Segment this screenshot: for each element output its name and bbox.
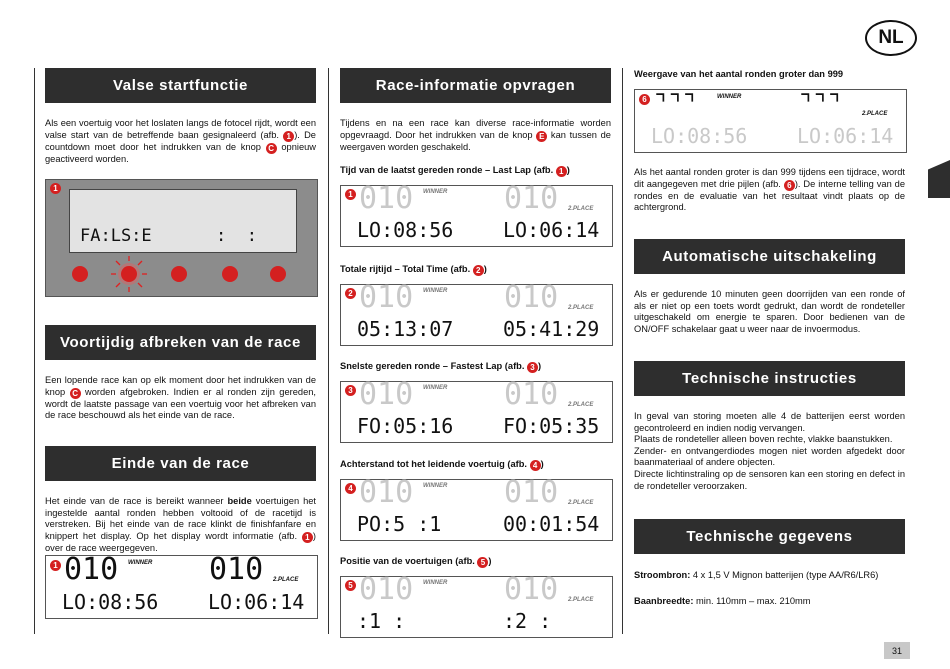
lcd-right-time: LO:06:14 (503, 218, 600, 242)
lcd-right-time: 05:41:29 (503, 317, 600, 341)
lcd-left-time: FO:05:16 (357, 414, 454, 438)
lcd-left-laps: 010 (359, 377, 414, 412)
lcd-place-label: 2.PLACE (273, 577, 299, 583)
lcd-place-label: 2.PLACE (568, 402, 594, 408)
lcd-left-time: LO:08:56 (62, 590, 159, 614)
page-number: 31 (891, 645, 902, 656)
lcd-left-laps: 010 (359, 280, 414, 315)
lcd6-caption: Weergave van het aantal ronden groter dan 999 (634, 69, 844, 79)
lcd-right-laps: 010 (504, 475, 559, 510)
race-info-caption: Totale rijtijd – Total Time (afb. 2 ) (340, 264, 487, 275)
device-button (222, 266, 238, 282)
lcd-left-time: 05:13:07 (357, 317, 454, 341)
lcd-badge: 1 (50, 560, 61, 571)
column-rule (622, 68, 623, 634)
device-button (270, 266, 286, 282)
lcd-winner-label: WINNER (717, 94, 742, 100)
section-heading-race-info: Race-informatie opvragen (340, 68, 611, 103)
lcd-winner-label: WINNER (128, 560, 153, 566)
lcd-badge: 5 (345, 580, 356, 591)
race-info-caption: Achterstand tot het leidende voertuig (afb. 4 ) (340, 459, 544, 470)
column-rule (34, 68, 35, 634)
lcd-winner-label: WINNER (423, 288, 448, 294)
lcd-winner-label: WINNER (423, 580, 448, 586)
device-button (72, 266, 88, 282)
page-number-box (884, 642, 910, 659)
lcd-badge: 4 (345, 483, 356, 494)
device-figure (45, 179, 318, 297)
column-rule (328, 68, 329, 634)
lcd-place-label: 2.PLACE (862, 111, 888, 117)
figure-ref-badge: 4 (530, 460, 541, 471)
figure-ref-badge: 1 (556, 166, 567, 177)
lcd-right-arrows: ⌝⌝⌝ (798, 88, 842, 116)
lcd-badge: 6 (639, 94, 650, 105)
lcd-right-laps: 010 (504, 377, 559, 412)
key-c-badge: C (266, 143, 277, 154)
lcd-right-laps: 010 (504, 181, 559, 216)
lcd-right-time: 00:01:54 (503, 512, 600, 536)
auto-off-paragraph: Als er gedurende 10 minuten geen doorrijden van een ronde of als er niet op een toets wordt gedrukt, dan wordt de rondeteller uitgeschakeld om energie te sparen. Door bedienen van de ON/OFF schakelaar gaat u weer naar de invoermodus. (634, 289, 905, 334)
language-badge (865, 20, 917, 56)
figure-ref-badge: 1 (283, 131, 294, 142)
lcd-left-arrows: ⌝⌝⌝ (653, 88, 697, 116)
press-rays-icon (111, 256, 147, 292)
race-info-caption: Positie van de voertuigen (afb. 5 ) (340, 556, 492, 567)
language-badge-text: NL (878, 27, 904, 48)
section-heading-tech-instructions: Technische instructies (634, 361, 905, 396)
device-lcd-screen (69, 189, 297, 253)
race-info-paragraph: Tijdens en na een race kan diverse race-informatie worden opgevraagd. Door het indrukken van de knop E kan tussen de weergaven worden geschakeld. (340, 118, 611, 152)
end-of-race-paragraph: Het einde van de race is bereikt wanneer beide voertuigen het ingestelde aantal ronden hebben voltooid of de racetijd is verstreken. Bij het einde van de race klinkt de finishfanfare en knippert het display. Op het display wordt informatie (afb. 1 ) over de race weergegeven. (45, 496, 316, 553)
lcd-panel (340, 181, 613, 247)
lcd-panel (340, 280, 613, 346)
figure-ref-badge: 3 (527, 362, 538, 373)
race-info-caption: Snelste gereden ronde – Fastest Lap (afb. 3 ) (340, 361, 542, 372)
device-lcd-colons: : : (216, 226, 257, 246)
section-heading-end-of-race: Einde van de race (45, 446, 316, 481)
lcd-panel (340, 572, 613, 638)
lcd-winner-label: WINNER (423, 483, 448, 489)
lcd-winner-label: WINNER (423, 189, 448, 195)
figure-ref-badge: 1 (302, 532, 313, 543)
race-info-caption: Tijd van de laatst gereden ronde – Last Lap (afb. 1 ) (340, 165, 570, 176)
lcd-left-time: LO:08:56 (357, 218, 454, 242)
lcd-winner-label: WINNER (423, 385, 448, 391)
lcd-panel (340, 475, 613, 541)
lcd-place-label: 2.PLACE (568, 597, 594, 603)
lcd-left-time: LO:08:56 (651, 124, 748, 148)
lcd-right-laps: 010 (504, 280, 559, 315)
key-c-badge: C (70, 388, 81, 399)
spec-power: Stroombron: 4 x 1,5 V Mignon batterijen (type AA/R6/LR6) (634, 570, 879, 580)
device-lcd-text: FA:LS:E (80, 226, 152, 246)
figure-ref-badge: 6 (784, 180, 795, 191)
lcd-badge: 3 (345, 385, 356, 396)
key-e-badge: E (536, 131, 547, 142)
lcd-right-time: LO:06:14 (208, 590, 305, 614)
lcd-place-label: 2.PLACE (568, 206, 594, 212)
device-button (171, 266, 187, 282)
lcd-right-time: LO:06:14 (797, 124, 894, 148)
lcd-right-laps: 010 (504, 572, 559, 607)
lcd-panel (340, 377, 613, 443)
lcd-right-time: FO:05:35 (503, 414, 600, 438)
lcd-left-time: :1 : (357, 609, 406, 633)
section-heading-false-start: Valse startfunctie (45, 68, 316, 103)
spec-track-width: Baanbreedte: min. 110mm – max. 210mm (634, 596, 811, 606)
lcd-left-laps: 010 (64, 552, 119, 587)
false-start-paragraph: Als een voertuig voor het loslaten langs de fotocel rijdt, wordt een valse start van de betreffende baan gesignaleerd (afb. 1 ). De countdown moet door het indrukken van de knop C opnieuw geactiveerd worden. (45, 118, 316, 164)
lcd-left-time: PO:5 :1 (357, 512, 442, 536)
lcd-left-laps: 010 (359, 572, 414, 607)
lcd-place-label: 2.PLACE (568, 500, 594, 506)
section-heading-auto-off: Automatische uitschakeling (634, 239, 905, 274)
lcd-left-laps: 010 (359, 475, 414, 510)
tech-instructions-paragraph: In geval van storing moeten alle 4 de batterijen eerst worden gecontroleerd en indien nodig vervangen. Plaats de rondeteller alleen boven rechte, vlakke baanstukken. Zender- en ontvangerdiodes mogen niet worden afgedekt door baanmateriaal of andere objecten. Directe lichtinstraling op de sensoren kan een storing en defect in de rondeteller veroorzaken. (634, 411, 905, 491)
side-tab-marker (928, 160, 950, 198)
figure-badge: 1 (50, 183, 61, 194)
lcd-badge: 1 (345, 189, 356, 200)
section-heading-tech-data: Technische gegevens (634, 519, 905, 554)
overflow-paragraph: Als het aantal ronden groter is dan 999 tijdens een tijdrace, wordt dit aangegeven met drie pijlen (afb. 6 ). De interne telling van de rondes en de evaluatie van het resultaat vindt plaats op de achtergrond. (634, 167, 906, 213)
section-heading-abort-race: Voortijdig afbreken van de race (45, 325, 316, 360)
figure-ref-badge: 2 (473, 265, 484, 276)
lcd-place-label: 2.PLACE (568, 305, 594, 311)
lcd-panel-overflow (634, 89, 907, 153)
lcd-badge: 2 (345, 288, 356, 299)
lcd-panel (45, 552, 318, 619)
figure-ref-badge: 5 (477, 557, 488, 568)
lcd-right-laps: 010 (209, 552, 264, 587)
abort-race-paragraph: Een lopende race kan op elk moment door het indrukken van de knop C worden afgebroken. Indien er al ronden zijn gereden, wordt de laatste passage van een voertuig voor het afbreken van de race beschouwd als het einde van de race. (45, 375, 316, 421)
lcd-left-laps: 010 (359, 181, 414, 216)
lcd-right-time: :2 : (503, 609, 552, 633)
